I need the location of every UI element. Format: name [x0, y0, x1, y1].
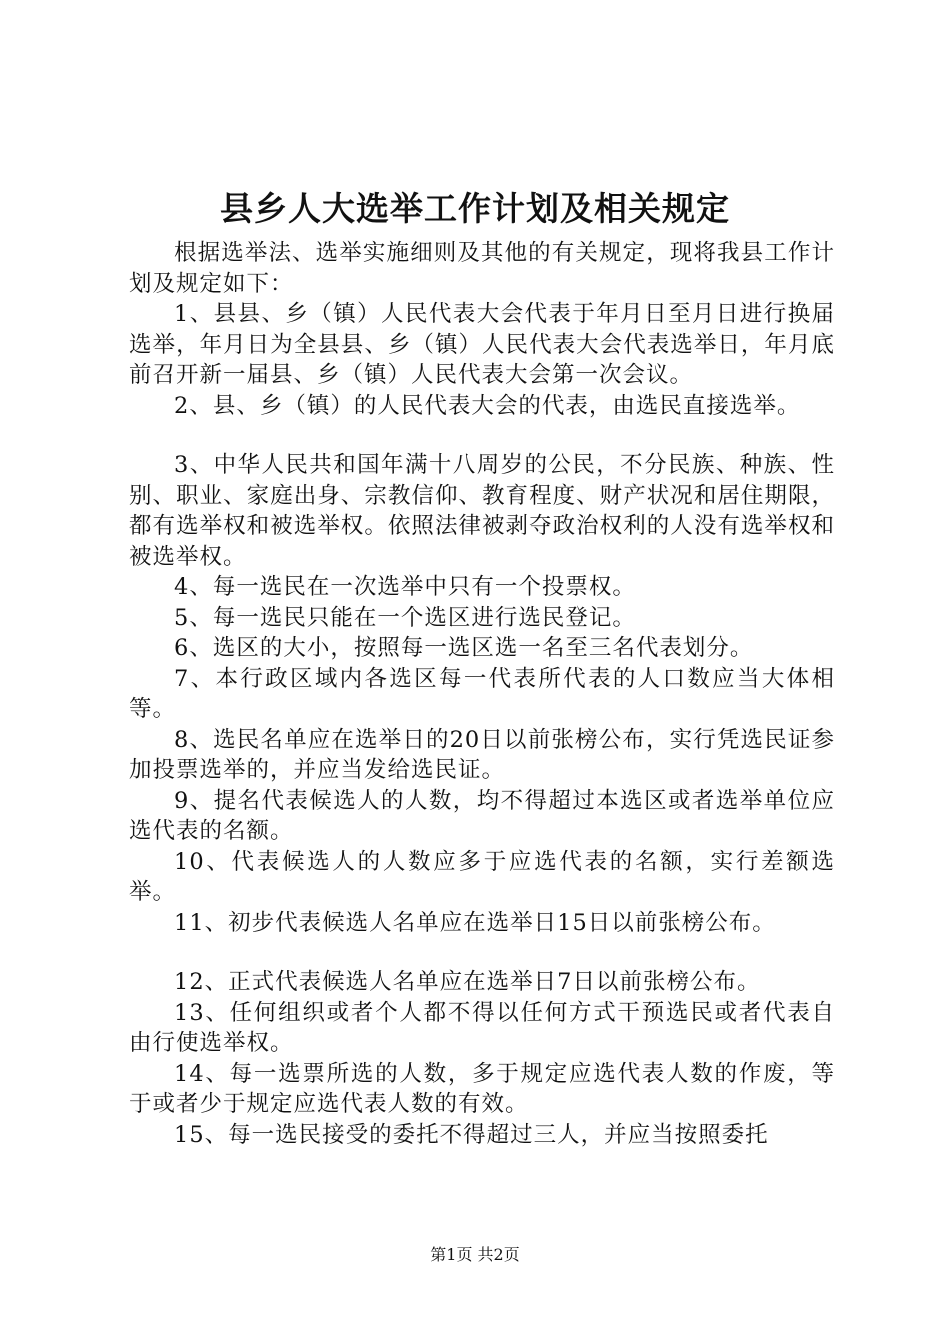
paragraph-item-1: 1、县县、乡（镇）人民代表大会代表于年月日至月日进行换届选举，年月日为全县县、乡（镇）人民代表大会代表选举日，年月底前召开新一届县、乡（镇）人民代表大会第一次会议。	[129, 301, 835, 388]
paragraph-item-11: 11、初步代表候选人名单应在选举日15日以前张榜公布。	[174, 909, 776, 936]
paragraph-item-2: 2、县、乡（镇）的人民代表大会的代表，由选民直接选举。	[174, 392, 801, 419]
paragraph-intro: 根据选举法、选举实施细则及其他的有关规定，现将我县工作计划及规定如下：	[129, 240, 835, 297]
paragraph-item-15: 15、每一选民接受的委托不得超过三人，并应当按照委托	[174, 1121, 769, 1148]
paragraph-item-12: 12、正式代表候选人名单应在选举日7日以前张榜公布。	[174, 969, 761, 995]
paragraph-item-8: 8、选民名单应在选举日的20日以前张榜公布，实行凭选民证参加投票选举的，并应当发给选民证。	[129, 726, 835, 783]
document-body	[129, 238, 835, 1150]
document-title: 县乡人大选举工作计划及相关规定	[220, 189, 730, 228]
paragraph-item-10: 10、代表候选人的人数应多于应选代表的名额，实行差额选举。	[129, 848, 835, 905]
paragraph-spacer	[129, 421, 835, 450]
paragraph-item-6: 6、选区的大小，按照每一选区选一名至三名代表划分。	[174, 635, 754, 661]
paragraph-item-3: 3、中华人民共和国年满十八周岁的公民，不分民族、种族、性别、职业、家庭出身、宗教信仰、教育程度、财产状况和居住期限，都有选举权和被选举权。依照法律被剥夺政治权利的人没有选举权和被选举权。	[129, 452, 835, 570]
paragraph-item-5: 5、每一选民只能在一个选区进行选民登记。	[174, 604, 636, 631]
paragraph-item-14: 14、每一选票所选的人数，多于规定应选代表人数的作废，等于或者少于规定应选代表人数的有效。	[129, 1060, 835, 1117]
paragraph-item-4: 4、每一选民在一次选举中只有一个投票权。	[174, 574, 636, 600]
paragraph-item-9: 9、提名代表候选人的人数，均不得超过本选区或者选举单位应选代表的名额。	[129, 787, 835, 844]
paragraph-item-7: 7、本行政区域内各选区每一代表所代表的人口数应当大体相等。	[129, 665, 835, 722]
paragraph-spacer	[129, 938, 835, 967]
paragraph-item-13: 13、任何组织或者个人都不得以任何方式干预选民或者代表自由行使选举权。	[129, 999, 835, 1056]
page-footer: 第1页 共2页	[430, 1245, 520, 1264]
